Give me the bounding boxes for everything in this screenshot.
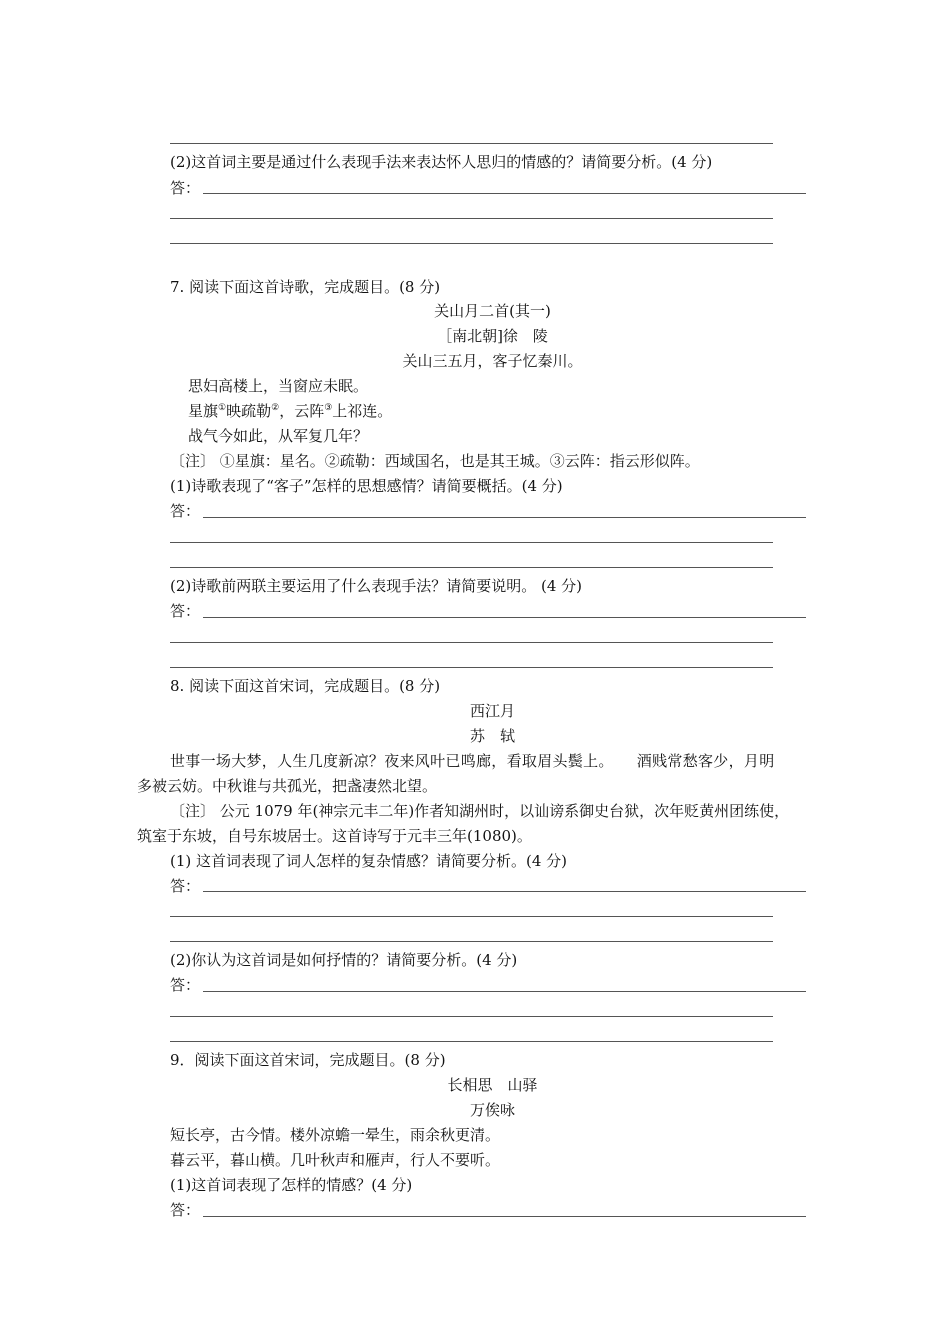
question-text: (1) 这首词表现了词人怎样的复杂情感？请简要分析。(4 分) (170, 852, 568, 870)
poem-note: 筑室于东坡，自号东坡居士。这首诗写于元丰三年(1080)。 (137, 827, 532, 845)
answer-label: 答： (170, 976, 201, 994)
poem-line: 关山三五月，客子忆秦川。 (402, 352, 583, 370)
answer-label: 答： (170, 602, 201, 620)
answer-label: 答： (170, 179, 201, 197)
answer-line[interactable] (203, 193, 806, 194)
answer-line[interactable] (203, 991, 806, 992)
answer-label: 答： (170, 502, 201, 520)
answer-line[interactable] (170, 941, 773, 942)
poem-author: 苏 轼 (469, 727, 515, 745)
poem-line: 星旗①映疏勒②，云阵③上祁连。 (188, 402, 393, 420)
answer-line[interactable] (170, 243, 773, 244)
answer-line[interactable] (170, 1016, 773, 1017)
answer-line[interactable] (203, 617, 806, 618)
poem-line: 短长亭，古今情。楼外凉蟾一晕生，雨余秋更清。 (170, 1126, 501, 1144)
poem-text: 世事一场大梦，人生几度新凉？夜来风叶已鸣廊，看取眉头鬓上。 酒贱常愁客少，月明 (170, 752, 775, 770)
answer-line[interactable] (170, 567, 773, 568)
answer-line[interactable] (170, 642, 773, 643)
poem-title: 西江月 (469, 702, 515, 720)
answer-line[interactable] (203, 891, 806, 892)
question-text: (2)这首词主要是通过什么表现手法来表达怀人思归的情感的？请简要分析。(4 分) (170, 153, 713, 171)
answer-line[interactable] (170, 218, 773, 219)
poem-title: 长相思 山驿 (447, 1076, 538, 1094)
poem-author: 万俟咏 (469, 1101, 515, 1119)
poem-title: 关山月二首(其一) (434, 302, 551, 320)
answer-line[interactable] (203, 1216, 806, 1217)
question-text: (2)你认为这首词是如何抒情的？请简要分析。(4 分) (170, 951, 518, 969)
poem-line: 战气今如此，从军复几年？ (188, 427, 369, 445)
answer-line[interactable] (170, 667, 773, 668)
poem-line: 思妇高楼上，当窗应未眠。 (188, 377, 369, 395)
question-heading: 7. 阅读下面这首诗歌，完成题目。(8 分) (170, 278, 441, 296)
answer-line[interactable] (170, 916, 773, 917)
answer-line[interactable] (170, 1041, 773, 1042)
poem-line: 暮云平，暮山横。几叶秋声和雁声，行人不要听。 (170, 1151, 501, 1169)
answer-label: 答： (170, 1201, 201, 1219)
poem-note: 〔注〕 公元 1079 年(神宗元丰二年)作者知湖州时，以讪谤系御史台狱，次年贬黄州团练使， (170, 802, 790, 820)
poem-author: ［南北朝]徐 陵 (437, 327, 548, 345)
question-text: (2)诗歌前两联主要运用了什么表现手法？请简要说明。 (4 分) (170, 577, 583, 595)
answer-label: 答： (170, 877, 201, 895)
question-heading: 8. 阅读下面这首宋词，完成题目。(8 分) (170, 677, 441, 695)
question-text: (1)诗歌表现了“客子”怎样的思想感情？请简要概括。(4 分) (170, 477, 563, 495)
question-text: (1)这首词表现了怎样的情感？(4 分) (170, 1176, 413, 1194)
poem-text: 多被云妨。中秋谁与共孤光，把盏凄然北望。 (137, 777, 438, 795)
question-heading: 9．阅读下面这首宋词，完成题目。(8 分) (170, 1051, 446, 1069)
answer-line (170, 143, 773, 144)
answer-line[interactable] (170, 542, 773, 543)
answer-line[interactable] (203, 517, 806, 518)
poem-note: 〔注〕 ①星旗：星名。②疏勒：西域国名，也是其王城。③云阵：指云形似阵。 (170, 452, 700, 470)
